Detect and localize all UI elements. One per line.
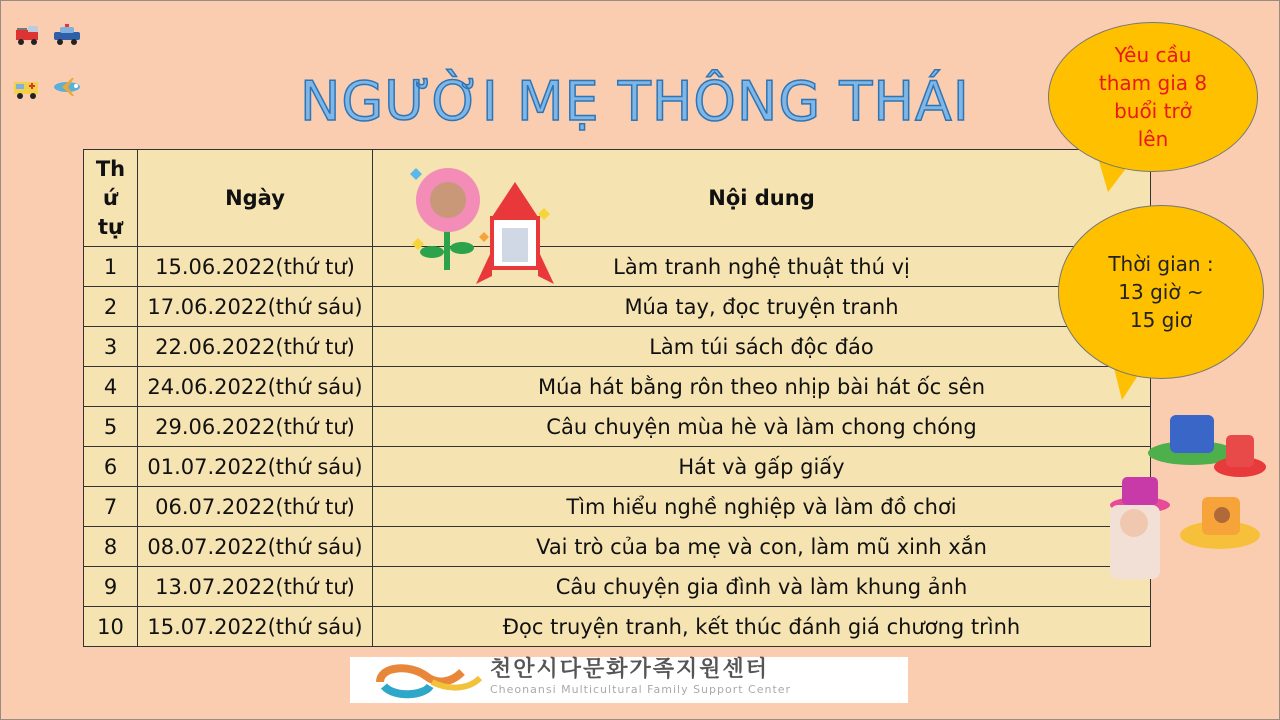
row-number: 1 — [84, 247, 138, 287]
row-date: 06.07.2022(thứ tư) — [138, 487, 373, 527]
row-number: 3 — [84, 327, 138, 367]
bubble-line: 13 giờ ~ — [1118, 280, 1204, 304]
table-row — [84, 527, 1151, 567]
bubble-line: tham gia 8 — [1098, 71, 1208, 95]
row-number: 2 — [84, 287, 138, 327]
table-row — [84, 287, 1151, 327]
organization-logo — [350, 657, 908, 703]
row-date: 15.06.2022(thứ tư) — [138, 247, 373, 287]
row-number: 4 — [84, 367, 138, 407]
row-content: Vai trò của ba mẹ và con, làm mũ xinh xắn — [373, 527, 1151, 567]
schedule-table — [83, 149, 1151, 647]
ambulance-icon — [12, 76, 42, 104]
table-row — [84, 567, 1151, 607]
table-row — [84, 247, 1151, 287]
time-bubble — [1058, 205, 1264, 379]
family-heart-logo-icon — [370, 660, 490, 700]
row-number: 5 — [84, 407, 138, 447]
logo-english-text: Cheonansi Multicultural Family Support Center — [490, 683, 792, 696]
row-date: 15.07.2022(thứ sáu) — [138, 607, 373, 647]
row-content: Làm tranh nghệ thuật thú vị — [373, 247, 1151, 287]
table-header-row — [84, 150, 1151, 247]
row-number: 9 — [84, 567, 138, 607]
paper-hats-image — [1100, 405, 1270, 589]
row-date: 29.06.2022(thứ tư) — [138, 407, 373, 447]
header-order-line: ứ — [103, 185, 118, 210]
row-date: 01.07.2022(thứ sáu) — [138, 447, 373, 487]
bubble-line: 15 giơ — [1129, 308, 1193, 332]
row-number: 8 — [84, 527, 138, 567]
row-content: Múa tay, đọc truyện tranh — [373, 287, 1151, 327]
bubble-line: lên — [1137, 127, 1169, 151]
row-date: 24.06.2022(thứ sáu) — [138, 367, 373, 407]
row-content: Câu chuyện mùa hè và làm chong chóng — [373, 407, 1151, 447]
bubble-line: Thời gian : — [1108, 252, 1214, 276]
row-number: 10 — [84, 607, 138, 647]
rocket-craft-image — [470, 180, 560, 292]
row-content: Đọc truyện tranh, kết thúc đánh giá chương trình — [373, 607, 1151, 647]
fire-truck-icon — [14, 24, 42, 50]
row-number: 6 — [84, 447, 138, 487]
row-content: Câu chuyện gia đình và làm khung ảnh — [373, 567, 1151, 607]
row-date: 08.07.2022(thứ sáu) — [138, 527, 373, 567]
row-content: Hát và gấp giấy — [373, 447, 1151, 487]
header-order-line: tự — [98, 214, 123, 239]
header-order-line: Th — [95, 156, 126, 181]
row-content: Làm túi sách độc đáo — [373, 327, 1151, 367]
row-date: 17.06.2022(thứ sáu) — [138, 287, 373, 327]
row-date: 13.07.2022(thứ tư) — [138, 567, 373, 607]
table-row — [84, 367, 1151, 407]
logo-korean-text: 천안시다문화가족지원센터 — [490, 657, 770, 682]
table-row — [84, 407, 1151, 447]
row-content: Múa hát bằng rôn theo nhịp bài hát ốc sên — [373, 367, 1151, 407]
row-number: 7 — [84, 487, 138, 527]
table-row — [84, 487, 1151, 527]
page-title: NGƯỜI MẸ THÔNG THÁI — [300, 70, 970, 133]
header-order — [84, 150, 138, 247]
row-content: Tìm hiểu nghề nghiệp và làm đồ chơi — [373, 487, 1151, 527]
requirement-bubble — [1048, 22, 1258, 172]
bubble-line: buổi trở — [1114, 99, 1192, 123]
airplane-icon — [52, 76, 82, 102]
table-row — [84, 327, 1151, 367]
row-date: 22.06.2022(thứ tư) — [138, 327, 373, 367]
table-row — [84, 447, 1151, 487]
police-car-icon — [52, 24, 82, 50]
bubble-line: Yêu cầu — [1114, 43, 1192, 67]
header-content: Nội dung — [373, 150, 1151, 247]
header-date: Ngày — [138, 150, 373, 247]
table-row — [84, 607, 1151, 647]
